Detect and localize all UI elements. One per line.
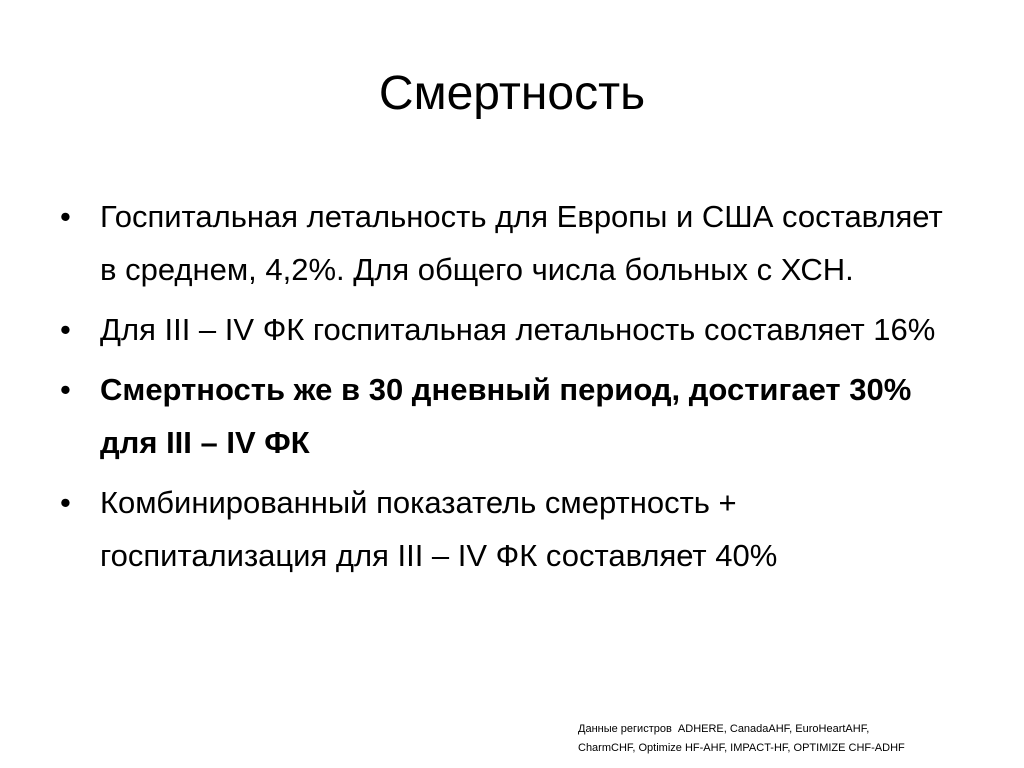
bullet-text: Комбинированный показатель смертность + госпитализация для III – IV ФК составляет 40% xyxy=(100,485,778,573)
bullet-marker: • xyxy=(60,372,71,407)
bullet-list xyxy=(60,190,960,589)
bullet-marker: • xyxy=(60,312,71,347)
bullet-item xyxy=(60,476,960,582)
bullet-item xyxy=(60,190,960,296)
bullet-marker: • xyxy=(60,199,71,234)
footnote-line: CharmCHF, Optimize HF-AHF, IMPACT-HF, OPTIMIZE CHF-ADHF xyxy=(578,742,905,754)
bullet-text: Для III – IV ФК госпитальная летальность составляет 16% xyxy=(100,312,936,347)
bullet-text: Госпитальная летальность для Европы и США составляет в среднем, 4,2%. Для общего числа больных с ХСН. xyxy=(100,199,943,287)
slide-title: Смертность xyxy=(378,67,646,120)
bullet-item xyxy=(60,303,960,356)
footnote xyxy=(578,720,998,758)
bullet-marker: • xyxy=(60,485,71,520)
bullet-item-bold xyxy=(60,363,960,469)
bullet-text: Смертность же в 30 дневный период, достигает 30% для III – IV ФК xyxy=(100,372,912,460)
footnote-line: Данные регистров ADHERE, CanadaAHF, EuroHeartAHF, xyxy=(578,723,870,735)
